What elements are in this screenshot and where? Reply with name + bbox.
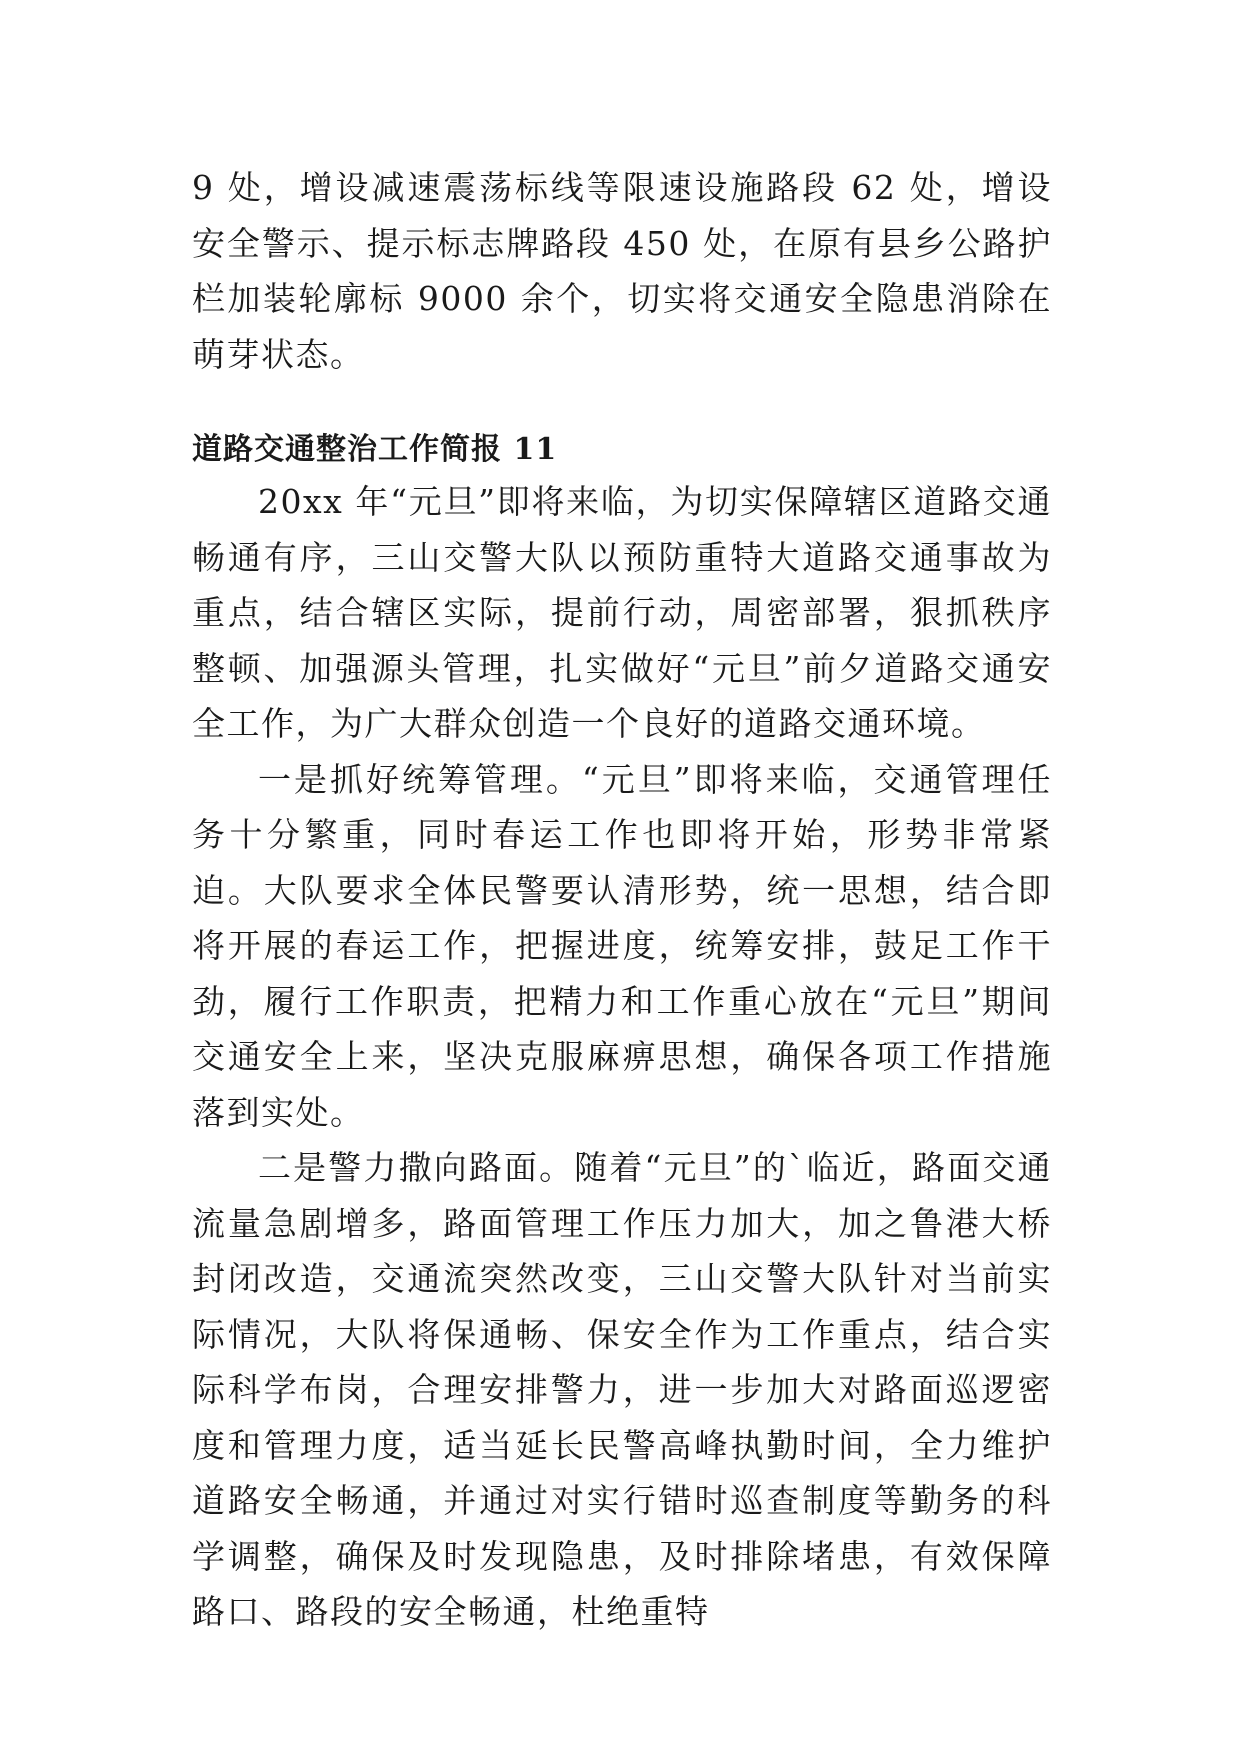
body-paragraph-1: 20xx 年“元旦”即将来临，为切实保障辖区道路交通畅通有序，三山交警大队以预防重特大道路交通事故为重点，结合辖区实际，提前行动，周密部署，狠抓秩序整顿、加强源头管理，扎实做好“元旦”前夕道路交通安全工作，为广大群众创造一个良好的道路交通环境。 — [192, 482, 1052, 743]
document-body — [192, 160, 1052, 1640]
section-spacer — [192, 382, 1052, 426]
body-paragraph-2: 一是抓好统筹管理。“元旦”即将来临，交通管理任务十分繁重，同时春运工作也即将开始，形势非常紧迫。大队要求全体民警要认清形势，统一思想，结合即将开展的春运工作，把握进度，统筹安排，鼓足工作干劲，履行工作职责，把精力和工作重心放在“元旦”期间交通安全上来，坚决克服麻痹思想，确保各项工作措施落到实处。 — [192, 759, 1052, 1132]
section-title: 道路交通整治工作简报 11 — [192, 432, 558, 467]
continuation-paragraph: 9 处，增设减速震荡标线等限速设施路段 62 处，增设安全警示、提示标志牌路段 450 处，在原有县乡公路护栏加装轮廓标 9000 余个，切实将交通安全隐患消除在萌芽状态。 — [192, 168, 1052, 374]
body-paragraph-3: 二是警力撒向路面。随着“元旦”的`临近，路面交通流量急剧增多，路面管理工作压力加大，加之鲁港大桥封闭改造，交通流突然改变，三山交警大队针对当前实际情况，大队将保通畅、保安全作为工作重点，结合实际科学布岗，合理安排警力，进一步加大对路面巡逻密度和管理力度，适当延长民警高峰执勤时间，全力维护道路安全畅通，并通过对实行错时巡查制度等勤务的科学调整，确保及时发现隐患，及时排除堵患，有效保障路口、路段的安全畅通，杜绝重特 — [192, 1148, 1052, 1631]
